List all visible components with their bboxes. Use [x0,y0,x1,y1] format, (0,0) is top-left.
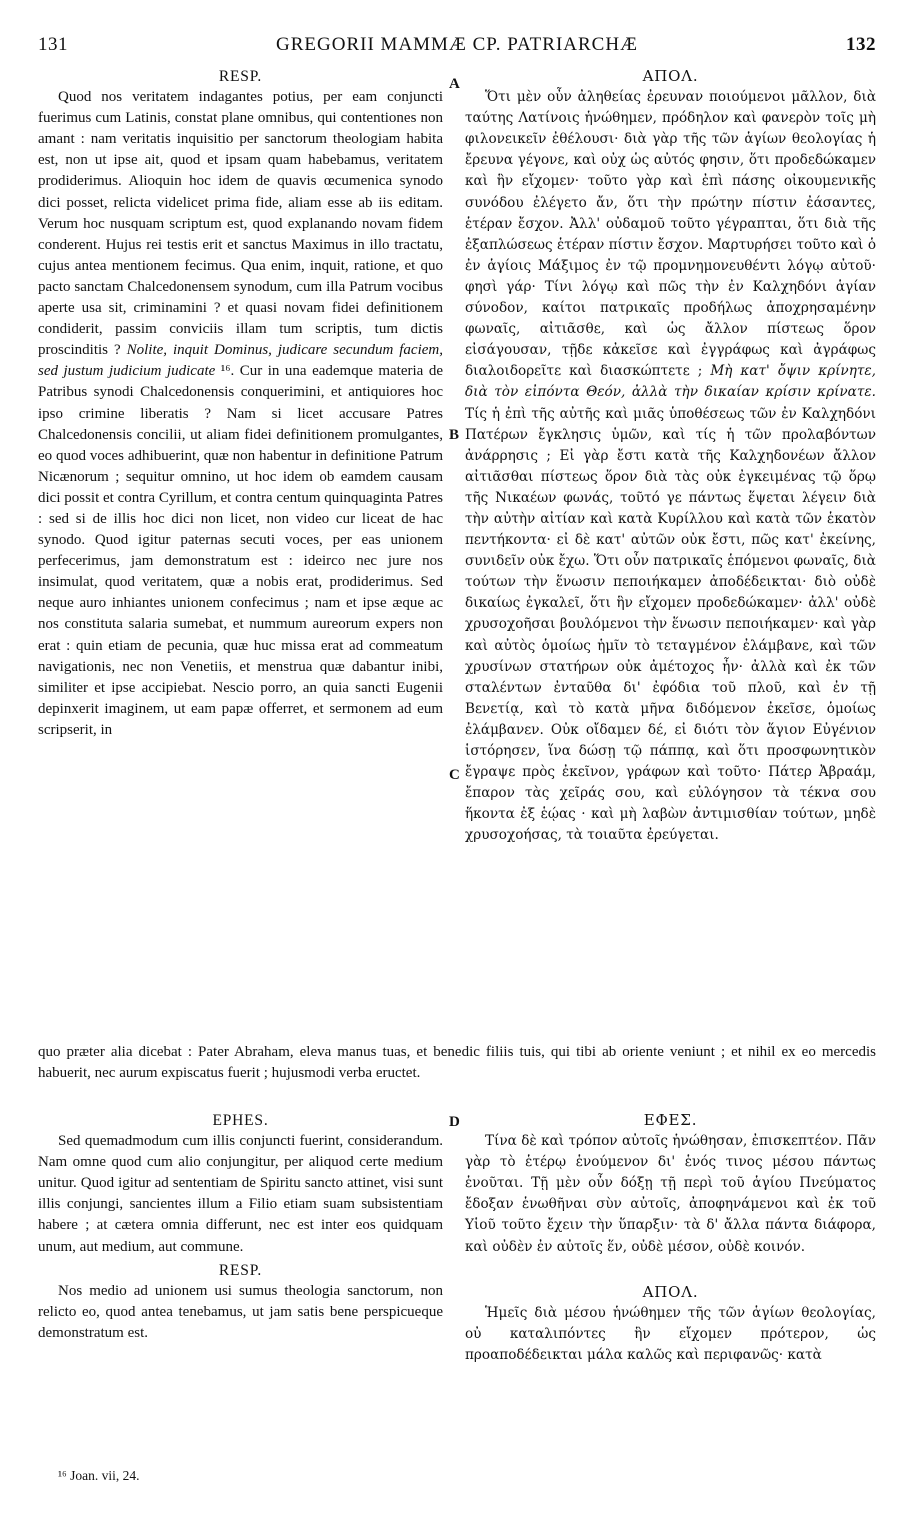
page-number-right: 132 [846,34,876,55]
greek-paragraph-apol-2: Ἡμεῖς διὰ μέσου ἡνώθημεν τῆς τῶν ἁγίων θεολογίας, οὐ καταλιπόντες ἣν εἴχομεν πρότερον, ὡς προαποδέδεικται μάλα καλῶς καὶ περιφανῶς· κατὰ [465,1304,876,1363]
section-heading-apol: ΑΠΟΛ. [642,67,699,85]
section-heading-resp: RESP. [218,68,263,85]
page-number-left: 131 [38,34,68,55]
greek-paragraph-efes: Τίνα δὲ καὶ τρόπον αὐτοῖς ἡνώθησαν, ἐπισκεπτέον. Πᾶν γὰρ τὸ ἑτέρῳ ἑνούμενον δι' ἑνός τινος μέσου πάντως ἑνοῦται. Τῇ μὲν οὖν δόξῃ τῇ περὶ τοῦ ἁγίου Πνεύματος ἔδοξαν ἑνωθῆναι σὺν αὐτοῖς, ἀποφηνάμενοι καὶ ἐκ τοῦ Υἱοῦ τοῦτο ἔχειν τὴν ὕπαρξιν· τὰ δ' ἄλλα πάντα διάφορα, καὶ οὐδὲν ἐν αὐτοῖς ἕν, οὐδὲ μέσον, οὐδὲ κοινόν. [465,1133,876,1255]
margin-letter-a: A [449,76,460,92]
footnote-ref: ¹⁶. [215,363,235,380]
latin-column-top [38,66,443,741]
latin-column-ephes [38,1110,443,1344]
latin-scripture-quote: judicare secundum faciem, sed justum judicium judicate [38,342,443,380]
greek-paragraph-apol: Ὅτι μὲν οὖν ἀληθείας ἐρευναν ποιούμενοι μᾶλλον, διὰ ταύτης Λατίνοις ἡνώθημεν, πρόδηλον καὶ φανερὸν τοῖς μὴ φιλονεικεῖν ἐθέλουσι· διὰ γὰρ τῆς τῶν ἁγίων θεολογίας ἡ ἔρευνα γέγονε, καὶ οὐχ ὡς αὐτός φησιν, ὅτι προδεδώκαμεν καὶ ἣν εἴχομεν· τοῦτο γὰρ καὶ ἐπὶ πάσης οἰκουμενικῆς συνόδου ἐλέγετο ἄν, ὅτι τὴν πρώτην πίστιν ἐάσαντες, ἑτέραν ἔσχον. Ἀλλ' οὐδαμοῦ τοῦτο γέγραπται, ὅτι διὰ τῆς ἐξαπλώσεως ἑτέραν πίστιν ἔσχον. Μαρτυρήσει τοῦτο καὶ ὁ ἐν ἁγίοις Μάξιμος ἐν τῷ προμνημονευθέντι λόγῳ αὐτοῦ· φησὶ γάρ· Τίνι λόγῳ καὶ πῶς τὴν ἐν Καλχηδόνι ἁγίαν σύνοδον, καίτοι πατρικαῖς προδήλως ἀποχρησαμένην φωναῖς, αἰτιᾶσθε, καὶ ὡς ἄλλον πίστεως ὅρον εἰσάγουσαν, τῇδε κἀκεῖσε καὶ ἐγγράφως καὶ ἀγράφως διαλοιδορεῖτε καὶ διασκώπτετε ; Μὴ κατ' ὄψιν κρίνητε, διὰ τὸν εἰπόντα Θεόν, ἀλλὰ τὴν δικαίαν κρίσιν κρίνατε. Τίς ἡ ἐπὶ τῆς αὐτῆς καὶ μιᾶς ὑποθέσεως τῶν ἐν Καλχηδόνι Πατέρων ἔγκλησις ὑμῶν, καὶ τίς ἡ τῶν προλαβόντων ἀνάρρησις ; Εἰ γὰρ ἔστι κατὰ τῆς Καλχηδονέων ἄλλον αἰτιᾶσθαι πίστεως ὅρον διὰ τὰς οὐκ ἐγκειμένας τῷ ὅρῳ τῆς Νικαέων φωνάς, τοῦτό γε πάντως ἕψεται λέγειν διὰ τὴν αὐτὴν αἰτίαν καὶ κατὰ Κυρίλλου καὶ κατὰ τῶν ἑκατὸν πεντήκοντα· εἰ δὲ κατ' αὐτῶν οὐκ ἔστι, πῶς κατ' ἐκείνης, συνιδεῖν οὐκ ἔχω. Ὅτι οὖν πατρικαῖς ἑπόμενοι φωναῖς, διὰ τούτων τὴν ἕνωσιν πεποιήκαμεν ἀποδέδεικται· διὸ οὐδὲ δικαίως ἐγκαλεῖ, ὅτι ἣν εἴχομεν προδεδώκαμεν· ἀλλ' οὐδὲ χρυσοχοῆσαι βουλόμενοι τὴν ἕνωσιν πεποιήκαμεν· καὶ γὰρ καὶ αὐτὸς ὁμοίως ἡμῖν τὸ τεταγμένον ἐλάμβανε, καὶ τῶν χρυσίνων στατήρων οὐκ ἀμέτοχος ἦν· ἀλλὰ καὶ ἐκ τῶν σταλέντων ἐνταῦθα δι' ἐφόδια τοῦ πλοῦ, καὶ ἐν τῇ Βενετίᾳ, καὶ τὸ κατὰ μῆνα διδόμενον ἐκεῖσε, ὁμοίως ἐλάμβανεν. Οὐκ οἴδαμεν δέ, εἰ διότι τὸν ἅγιον Εὐγένιον ἱστόρησεν, ἵνα δώσῃ τῷ πάππᾳ, καὶ ὅτι προσφωνητικὸν ἔγραψε πρὸς ἐκεῖνον, γράφων καὶ τοῦτο· Πάτερ Ἀβραάμ, ἔπαρον τὰς χεῖράς σου, καὶ εὐλόγησον τὰ τέκνα σου ἥκοντα ἐξ ἑῴας · καὶ μὴ λαβὼν ἀντιμισθίαν τούτων, μηδὲ χρυσοχοήσας, τὰ τοιαῦτα ἐρεύγεται. [465,89,876,844]
latin-paragraph-resp-2: Nos medio ad unionem usi sumus theologia sanctorum, non relicto eo, quod antea tenebamus, ut jam satis bene perspicueque demonstratum est. [38,1282,443,1341]
full-width-continuation: quo præter alia dicebat : Pater Abraham, eleva manus tuas, et benedic filiis tuis, qui tibi ab oriente veniunt ; et nihil ex eo mercedis habuerit, nec aurum expiscatus fuerit ; hujusmodi verba eructet. [38,1044,876,1082]
greek-scripture-quote: Μὴ κατ' ὄψιν κρίνητε [702,363,872,380]
greek-column-top [465,66,876,846]
margin-letter-d: D [449,1114,460,1130]
margin-letter-c: C [449,767,460,783]
running-header [38,34,876,58]
section-heading-apol-2: ΑΠΟΛ. [642,1282,699,1301]
footnote: ¹⁶ Joan. vii, 24. [58,1468,140,1483]
running-title: GREGORII MAMMÆ CP. PATRIARCHÆ [276,34,638,55]
latin-paragraph-resp: Quod nos veritatem indagantes potius, per eam conjuncti fuerimus cum Latinis, constat plane omnibus, qui contentiones non amant : nam veritatis inquisitio per sanctorum theologiam habita est, non ut ipse ait, quod et ipsam quam habebamus, veritatem prodiderimus. Alioquin hoc idem de quavis œcumenica synodo dici posset, relicta videlicet prima fide, aliam esse ab iis editam. Verum hoc nusquam scriptum est, quod explanando novam fidem conderent. Hujus rei testis erit et sanctus Maximus in illo tractatu, cujus antea mentionem fecimus. Qua enim, inquit, ratione, et quo pacto sanctam Chalcedonensem synodum, cum illa Patrum vocibus aperte usa sit, criminamini ? et quasi novam fidei definitionem condiderit, passim conviciis illam tum scriptis, tum dictis proscinditis ? Nolite, inquit Dominus, judicare secundum faciem, sed justum judicium judicate ¹⁶. Cur in una eademque materia de Patribus synodi Chalcedonensis conquerimini, et antiquiores hoc ipso crimine liberatis ? Nam si licet accusare Patres Chalcedonensis concilii, ut aliam fidei definitionem promulgantes, eo quod voces adhibuerint, quæ non habentur in definitione Patrum Nicænorum ; sequitur omnino, ut hoc idem ob eamdem causam dici possit et contra Cyrillum, et contra centum quinquaginta Patres : sed si de illis hoc dici non licet, non video cur liceat de hac synodo. Quod igitur paternas secuti voces, per eas unionem perfecerimus, jam demonstratum est : ideirco nec jure nos insimulat, quod veritatem, quæ a nobis erat, prodiderimus. Sed neque auro inhiantes unionem confecimus ; nam et ipse æque ac nos constituta salaria sumebat, et nummum aureorum expers non erat : quin etiam de pecunia, quæ huc missa erat ad commeatum navigationis, nec non Venetiis, et menstrua quæ dabantur inibi, similiter et ipse accipiebat. Nescio porro, an quia sancti Eugenii depinxerit imaginem, ut eam papæ offerret, et sermonem ad eum scripserit, in [38,89,443,738]
margin-letter-b: B [449,427,460,443]
section-heading-ephes: EPHES. [212,1112,269,1129]
latin-paragraph-ephes: Sed quemadmodum cum illis conjuncti fuerint, considerandum. Nam omne quod cum alio conjungitur, per aliquod certe medium unitur. Quod igitur ad sententiam de Spiritu sancto attinet, visi sunt illis conjungi, sancientes illum a Filio etiam suam subsistentiam habere ; at cætera omnia differunt, nec est inter eos quidquam unum, aut medium, aut commune. [38,1133,443,1255]
section-heading-efes: ΕΦΕΣ. [643,1111,698,1129]
greek-column-ephes [465,1110,876,1366]
greek-scripture-quote-2: ἀλλὰ τὴν δικαίαν κρίσιν κρίνατε. [631,384,876,401]
section-heading-resp-2: RESP. [218,1261,263,1279]
